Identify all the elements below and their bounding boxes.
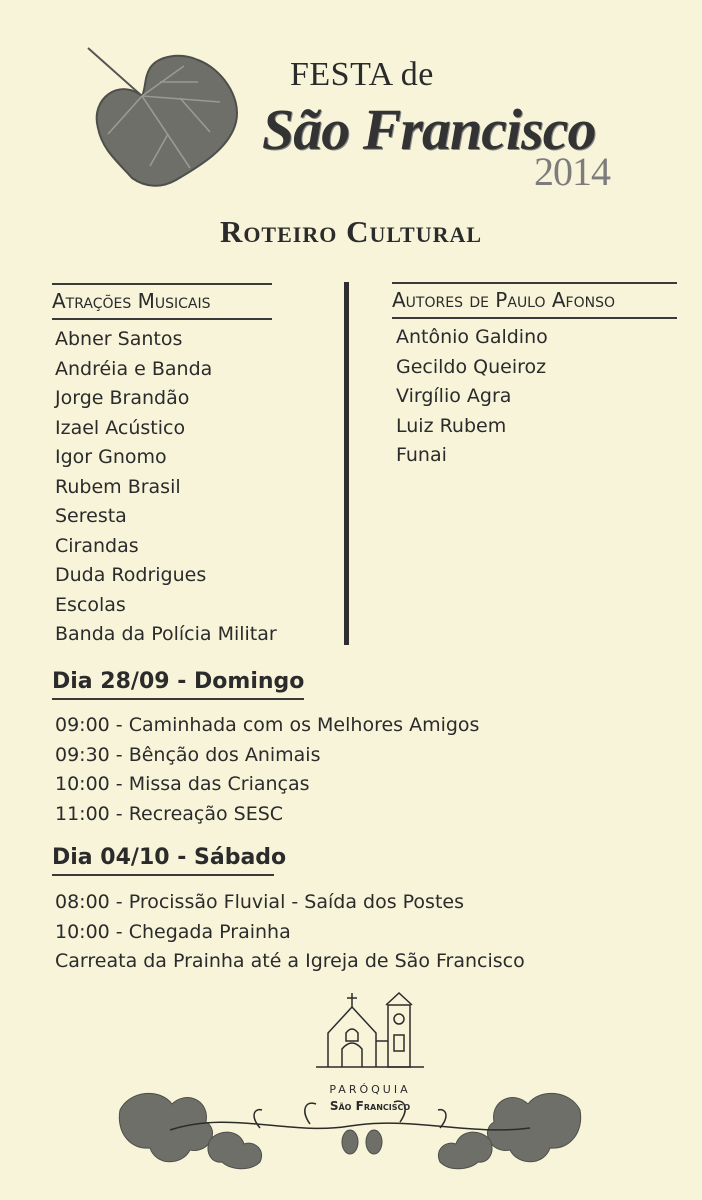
list-item: Rubem Brasil — [55, 475, 181, 498]
day1-schedule — [55, 711, 479, 829]
musical-attractions-list — [55, 325, 277, 650]
event-year: 2014 — [534, 149, 610, 194]
list-item: Virgílio Agra — [396, 385, 512, 407]
list-item: Antônio Galdino — [396, 326, 548, 348]
list-item: Seresta — [55, 505, 127, 527]
day1-heading: Dia 28/09 - Domingo — [52, 669, 304, 700]
parish-label: PARÓQUIA — [329, 1083, 411, 1096]
list-item: Cirandas — [55, 534, 139, 557]
festa-label: FESTA de — [290, 56, 434, 93]
list-item: Luiz Rubem — [396, 414, 507, 437]
musical-attractions-heading: Atrações Musicais — [52, 283, 272, 320]
list-item: Izael Acústico — [55, 416, 186, 439]
list-item: Duda Rodrigues — [55, 564, 207, 586]
day2-schedule — [55, 888, 525, 977]
column-divider — [344, 282, 349, 645]
list-item: Funai — [396, 444, 447, 466]
event-title: São Francisco — [262, 97, 596, 162]
list-item: Abner Santos — [55, 328, 183, 350]
authors-list — [396, 323, 548, 471]
schedule-item: 09:00 - Caminhada com os Melhores Amigos — [55, 714, 480, 736]
vine-leaf-icon — [80, 38, 250, 198]
schedule-item: 10:00 - Missa das Crianças — [55, 773, 310, 795]
list-item: Gecildo Queiroz — [396, 355, 547, 378]
list-item: Jorge Brandão — [55, 387, 190, 409]
parish-name: São Francisco — [329, 1099, 411, 1113]
list-item: Andréia e Banda — [55, 357, 213, 380]
authors-heading: Autores de Paulo Afonso — [392, 282, 677, 319]
grape-vine-icon — [110, 1070, 590, 1180]
schedule-item: Carreata da Prainha até a Igreja de São Francisco — [55, 950, 525, 972]
schedule-item: 09:30 - Bênção dos Animais — [55, 743, 321, 766]
schedule-item: 08:00 - Procissão Fluvial - Saída dos Postes — [55, 891, 464, 913]
list-item: Banda da Polícia Militar — [55, 623, 277, 645]
day2-heading: Dia 04/10 - Sábado — [52, 845, 274, 876]
page-subtitle: Roteiro Cultural — [219, 214, 483, 249]
list-item: Igor Gnomo — [55, 446, 167, 468]
schedule-item: 11:00 - Recreação SESC — [55, 802, 284, 825]
list-item: Escolas — [55, 593, 126, 616]
schedule-item: 10:00 - Chegada Prainha — [55, 920, 291, 943]
church-icon — [310, 985, 430, 1075]
